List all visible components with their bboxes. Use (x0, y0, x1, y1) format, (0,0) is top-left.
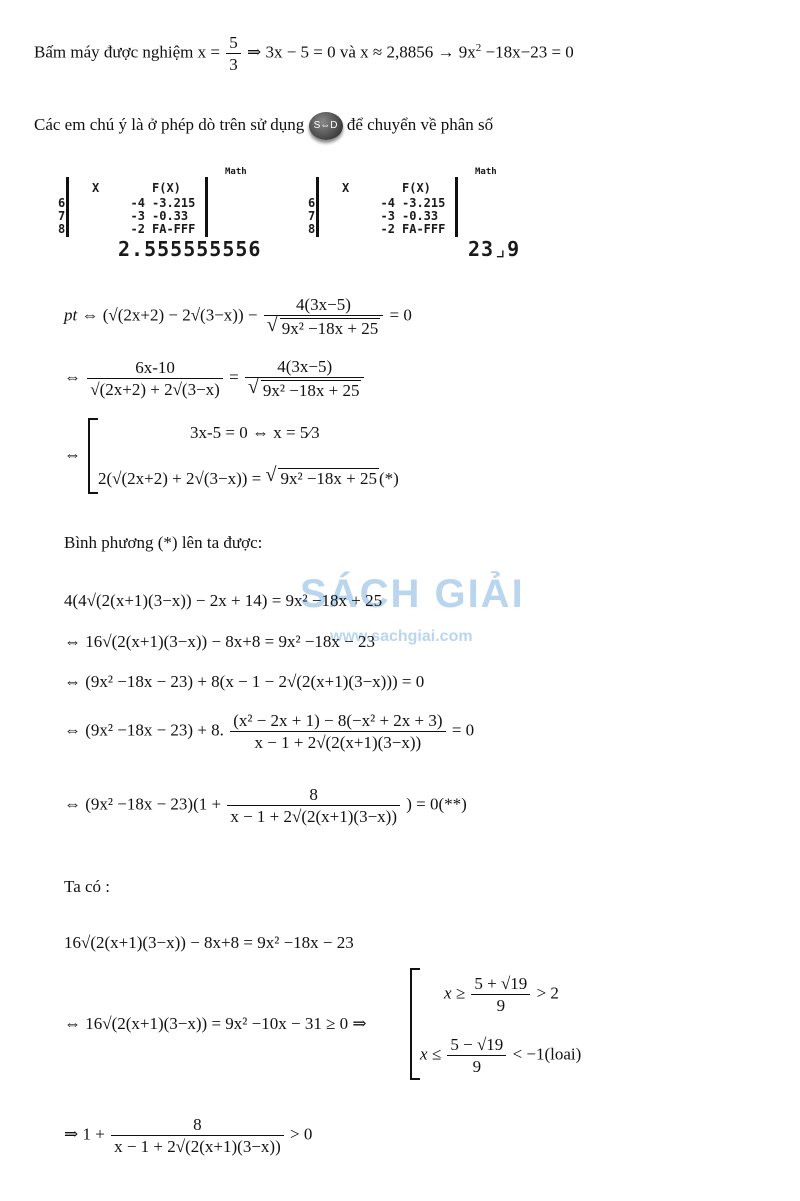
note-line (34, 112, 493, 140)
s-d-key-icon: S⇔D (309, 112, 343, 140)
step-5: ⇔ (9x² −18x − 23)(1 + $\frac{8}{x - 1 + 2√(2(x+1)(3-x))}$ ) = 0(**) (64, 785, 467, 826)
conditions-bracket (410, 968, 420, 1080)
calc-divider (316, 177, 319, 237)
calc-result: 2.555555556 (118, 237, 262, 261)
calc-fx-header: F(X) (152, 181, 181, 195)
calculator-screen-1 (60, 165, 310, 265)
calc-f-values: -3.215 -0.33 FA-FFF (402, 196, 446, 236)
equation-pt: pt ⇔ (√(2x+2) − 2√(3−x)) − 4(3x−5) √ 9x² −18x + 25 = 0 (64, 296, 412, 337)
taco-1: 16√(2(x+1)(3−x)) − 8x+8 = 9x² −18x − 23 (64, 933, 354, 952)
calculator-screen-2 (310, 165, 560, 265)
calc-divider (205, 177, 208, 237)
note-after: để chuyển về phân số (346, 114, 494, 134)
eq2-right-fraction: 4(3x−5) √ 9x² −18x + 25 (245, 358, 365, 399)
equation-2: ⇔ $\frac{6x-10}{√(2x+2) + 2√(3-x)}$ = 4(3x−5) √ 9x² −18x + 25 (64, 358, 366, 399)
taco-2: ⇔ 16√(2(x+1)(3−x)) = 9x² −10x − 31 ≥ 0 ⇒ (64, 1014, 367, 1033)
note-before: Các em chú ý là ở phép dò trên sử dụng (34, 114, 305, 134)
calc-x-header: X (342, 181, 350, 195)
calc-result: 23⌟9 (468, 237, 521, 261)
case-1: 3x-5 = 0 ⇔ x = 5⁄3 (190, 423, 320, 442)
case-2: 2(√(2x+2) + 2√(3−x)) = √ 9x² −18x + 25 (*) (98, 468, 399, 487)
condition-1: x ≥ $\frac{5 + √19}{9}$ > 2 (444, 974, 559, 1015)
taco-label: Ta có : (64, 877, 111, 896)
watermark-brand: SÁCH GIẢI (300, 572, 525, 616)
step-4: ⇔ (9x² −18x − 23) + 8. $\frac{\text{(x² − 2x + 1) − 8(−x² + 2x + 3)}}{x - 1 + 2√(2(x+1)(3-x))}$ = 0 (64, 711, 475, 752)
step-2: ⇔ 16√(2(x+1)(3−x)) − 8x+8 = 9x² −18x − 23 (64, 632, 376, 651)
calc-x-header: X (92, 181, 100, 195)
calc-divider (66, 177, 69, 237)
intro-continuation: ⇒ 3x − 5 = 0 và x ≈ 2,8856 → 9x (246, 42, 476, 62)
calc-row-index: 6 7 8 (58, 196, 66, 236)
cases-bracket (88, 418, 98, 494)
calc-fx-header: F(X) (402, 181, 431, 195)
calc-mode-label: Math (225, 167, 247, 177)
cases-arrow: ⇔ (64, 445, 81, 464)
final-inequality: ⇒ 1 + $\frac{8}{x - 1 + 2√(2(x+1)(3-x))}$ > 0 (64, 1115, 313, 1156)
pt-left-term: (√(2x+2) − 2√(3−x)) (102, 305, 244, 325)
eq2-left-fraction: $\frac{6x-10}{√(2x+2) + 2√(3-x)}$ (87, 359, 223, 398)
intro-line: Bấm máy được nghiệm x = $\frac{5}{3}$ ⇒ 3x − 5 = 0 và $x \approx 2,8856 \to 9x^2 -18x-23 = 0$ (34, 33, 574, 74)
step-1: 4(4√(2(x+1)(3−x)) − 2x + 14) = 9x² −18x + 25 (64, 591, 383, 610)
watermark-url: www.sachgiai.com (330, 628, 473, 645)
calc-mode-label: Math (475, 167, 497, 177)
calc-divider (455, 177, 458, 237)
condition-2: x ≤ $\frac{5 - √19}{9}$ < −1(loai) (420, 1035, 582, 1076)
step-3: ⇔ (9x² −18x − 23) + 8(x − 1 − 2√(2(x+1)(3−x))) = 0 (64, 672, 425, 691)
intro-prefix: Bấm máy được nghiệm x = (34, 42, 220, 62)
pt-fraction: 4(3x−5) √ 9x² −18x + 25 (264, 296, 384, 337)
intro-fraction: $\frac{5}{3}$ (226, 34, 241, 73)
calc-x-values: -4 -3 -2 (380, 196, 395, 236)
calc-x-values: -4 -3 -2 (130, 196, 145, 236)
square-label: Bình phương (*) lên ta được: (64, 533, 263, 552)
calc-row-index: 6 7 8 (308, 196, 316, 236)
calc-f-values: -3.215 -0.33 FA-FFF (152, 196, 196, 236)
